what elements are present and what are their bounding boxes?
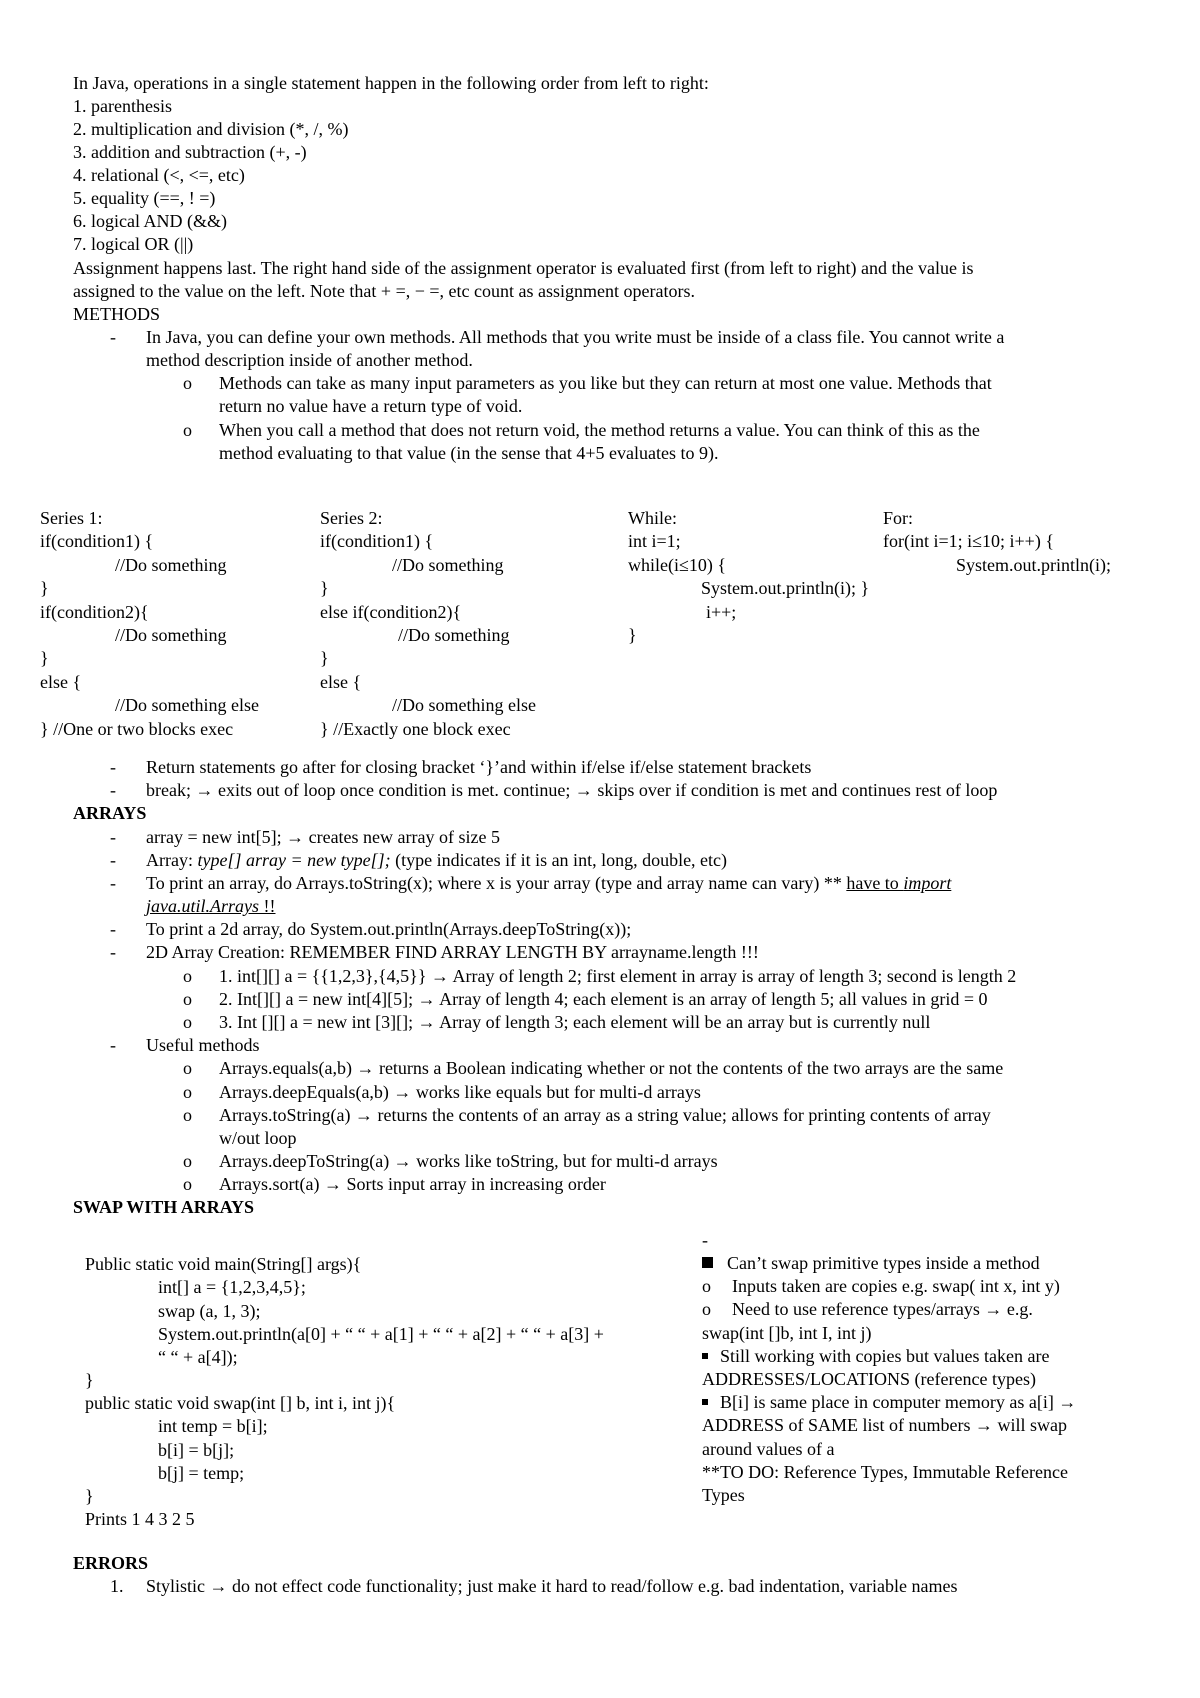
bullet-circle: o bbox=[183, 1058, 192, 1078]
code-series2 bbox=[320, 507, 536, 741]
code-for bbox=[883, 507, 1111, 577]
bullet-circle: o bbox=[183, 420, 192, 440]
code-line: } //One or two blocks exec bbox=[40, 718, 234, 739]
code-line: while(i≤10) { bbox=[628, 554, 726, 575]
errors-heading: ERRORS bbox=[73, 1553, 149, 1573]
error-item: Stylistic → do not effect code functionality; just make it hard to read/follow e.g. bad indentation, variable names bbox=[146, 1576, 958, 1596]
arrays-subtext: Arrays.deepToString(a) → works like toString, but for multi-d arrays bbox=[219, 1151, 718, 1171]
swap-note: **TO DO: Reference Types, Immutable Reference bbox=[702, 1462, 1068, 1482]
swap-note: around values of a bbox=[702, 1439, 835, 1459]
code-line: Series 1: bbox=[40, 508, 103, 528]
precedence-item: 6. logical AND (&&) bbox=[73, 211, 227, 231]
swap-note bbox=[702, 1345, 1049, 1368]
circle-bullet-icon: o bbox=[702, 1276, 711, 1296]
text-span: (type indicates if it is an int, long, double, etc) bbox=[390, 850, 728, 870]
code-line: “ “ + a[4]); bbox=[158, 1347, 238, 1367]
bullet-circle: o bbox=[183, 1012, 192, 1032]
text-span: Array: bbox=[146, 850, 198, 870]
arrays-subtext: Arrays.deepEquals(a,b) → works like equals but for multi-d arrays bbox=[219, 1082, 701, 1102]
text-span: java.util.Arrays bbox=[146, 896, 259, 916]
code-line: int i=1; bbox=[628, 531, 681, 552]
precedence-item: 3. addition and subtraction (+, -) bbox=[73, 142, 307, 162]
swap-note bbox=[702, 1275, 1060, 1298]
arrays-subtext: 1. int[][] a = {{1,2,3},{4,5}} → Array of length 2; first element in array is array of length 3; second is length 2 bbox=[219, 966, 1017, 986]
code-line: //Do something else bbox=[392, 695, 536, 716]
code-line: } bbox=[40, 578, 49, 599]
code-line: } //Exactly one block exec bbox=[320, 718, 511, 739]
text-span: Need to use reference types/arrays → e.g. bbox=[732, 1299, 1033, 1319]
methods-text: method description inside of another method. bbox=[146, 350, 473, 370]
text-span: type[] array = new type[]; bbox=[197, 850, 391, 870]
code-line: } bbox=[85, 1370, 94, 1390]
code-line: While: bbox=[628, 508, 677, 528]
code-line: Prints 1 4 3 2 5 bbox=[85, 1509, 195, 1529]
bullet-dash: - bbox=[110, 780, 116, 800]
code-line: swap (a, 1, 3); bbox=[158, 1301, 261, 1321]
flow-note: Return statements go after for closing bracket ‘}’and within if/else if/else statement brackets bbox=[146, 757, 812, 777]
code-line: //Do something bbox=[398, 624, 510, 645]
bullet-dash: - bbox=[110, 873, 116, 893]
notes-dash: - bbox=[702, 1230, 708, 1250]
arrays-subtext: Arrays.toString(a) → returns the contents of an array as a string value; allows for printing contents of array bbox=[219, 1105, 991, 1125]
code-line: } bbox=[40, 648, 49, 669]
code-line: //Do something else bbox=[115, 695, 259, 716]
code-while bbox=[628, 507, 869, 647]
assignment-text: assigned to the value on the left. Note that + =, − =, etc count as assignment operators. bbox=[73, 281, 695, 301]
bullet-dash: - bbox=[110, 757, 116, 777]
precedence-item: 7. logical OR (||) bbox=[73, 234, 194, 254]
text-span: Can’t swap primitive types inside a method bbox=[727, 1253, 1040, 1273]
assignment-text: Assignment happens last. The right hand side of the assignment operator is evaluated first (from left to right) and the value is bbox=[73, 258, 974, 278]
text-span: import bbox=[903, 873, 952, 893]
text-span: have to bbox=[846, 873, 904, 893]
code-line: //Do something bbox=[115, 624, 227, 645]
code-series1 bbox=[40, 507, 259, 741]
code-line: else { bbox=[320, 671, 362, 692]
code-line: } bbox=[320, 648, 329, 669]
code-line: System.out.println(i); bbox=[956, 554, 1111, 575]
arrays-text bbox=[146, 872, 951, 895]
arrays-text: Useful methods bbox=[146, 1035, 260, 1055]
bullet-dash: - bbox=[110, 850, 116, 870]
code-line: } bbox=[628, 624, 637, 645]
code-line: Public static void main(String[] args){ bbox=[85, 1254, 362, 1274]
swap-note bbox=[702, 1391, 1076, 1414]
bullet-dash: - bbox=[110, 942, 116, 962]
code-line: For: bbox=[883, 508, 914, 528]
bullet-dash: - bbox=[110, 1035, 116, 1055]
bullet-dash: - bbox=[110, 919, 116, 939]
methods-heading: METHODS bbox=[73, 304, 161, 324]
code-line: //Do something bbox=[115, 554, 227, 575]
circle-bullet-icon: o bbox=[702, 1299, 711, 1319]
text-span: !! bbox=[259, 896, 276, 916]
precedence-item: 1. parenthesis bbox=[73, 96, 172, 116]
bullet-dash: - bbox=[110, 327, 116, 347]
bullet-dash: - bbox=[110, 827, 116, 847]
text-span: B[i] is same place in computer memory as a[i] → bbox=[720, 1392, 1077, 1412]
error-number: 1. bbox=[110, 1576, 124, 1596]
arrays-text bbox=[146, 849, 727, 872]
text-span: Still working with copies but values taken are bbox=[720, 1346, 1050, 1366]
code-line: b[j] = temp; bbox=[158, 1463, 245, 1483]
arrays-subtext: 3. Int [][] a = new int [3][]; → Array of length 3; each element will be an array but is currently null bbox=[219, 1012, 931, 1032]
methods-text: In Java, you can define your own methods. All methods that you write must be inside of a class file. You cannot write a bbox=[146, 327, 1005, 347]
bullet-circle: o bbox=[183, 1082, 192, 1102]
arrays-text bbox=[146, 895, 276, 918]
intro-text: In Java, operations in a single statement happen in the following order from left to right: bbox=[73, 73, 709, 93]
arrays-text: 2D Array Creation: REMEMBER FIND ARRAY LENGTH BY arrayname.length !!! bbox=[146, 942, 759, 962]
swap-note: Types bbox=[702, 1485, 745, 1505]
code-line: for(int i=1; i≤10; i++) { bbox=[883, 531, 1054, 552]
bullet-circle: o bbox=[183, 966, 192, 986]
arrays-text: array = new int[5]; → creates new array of size 5 bbox=[146, 827, 500, 847]
arrays-text: To print a 2d array, do System.out.println(Arrays.deepToString(x)); bbox=[146, 919, 632, 939]
code-line: } bbox=[320, 578, 329, 599]
methods-subtext: return no value have a return type of void. bbox=[219, 396, 523, 416]
arrays-subtext: w/out loop bbox=[219, 1128, 297, 1148]
swap-note: ADDRESSES/LOCATIONS (reference types) bbox=[702, 1369, 1036, 1389]
swap-note bbox=[702, 1252, 1040, 1275]
arrays-subtext: Arrays.equals(a,b) → returns a Boolean indicating whether or not the contents of the two arrays are the same bbox=[219, 1058, 1004, 1078]
small-square-bullet-icon bbox=[702, 1353, 708, 1359]
code-line: } bbox=[85, 1486, 94, 1506]
swap-note: ADDRESS of SAME list of numbers → will swap bbox=[702, 1415, 1068, 1435]
methods-subtext: method evaluating to that value (in the sense that 4+5 evaluates to 9). bbox=[219, 443, 719, 463]
code-line: System.out.println(i); } bbox=[701, 578, 870, 599]
code-line: if(condition1) { bbox=[320, 531, 434, 552]
code-line: public static void swap(int [] b, int i, int j){ bbox=[85, 1393, 396, 1413]
code-line: if(condition1) { bbox=[40, 531, 154, 552]
code-line: else { bbox=[40, 671, 82, 692]
code-line: if(condition2){ bbox=[40, 601, 149, 622]
bullet-circle: o bbox=[183, 989, 192, 1009]
text-span: Inputs taken are copies e.g. swap( int x, int y) bbox=[732, 1276, 1060, 1296]
bullet-circle: o bbox=[183, 1105, 192, 1125]
arrays-subtext: 2. Int[][] a = new int[4][5]; → Array of length 4; each element is an array of length 5; all values in grid = 0 bbox=[219, 989, 988, 1009]
bullet-circle: o bbox=[183, 1151, 192, 1171]
code-line: else if(condition2){ bbox=[320, 601, 462, 622]
arrays-subtext: Arrays.sort(a) → Sorts input array in increasing order bbox=[219, 1174, 606, 1194]
precedence-item: 4. relational (<, <=, etc) bbox=[73, 165, 245, 185]
code-line: i++; bbox=[706, 601, 737, 622]
methods-subtext: Methods can take as many input parameters as you like but they can return at most one value. Methods that bbox=[219, 373, 992, 393]
precedence-item: 5. equality (==, ! =) bbox=[73, 188, 216, 208]
small-square-bullet-icon bbox=[702, 1399, 708, 1405]
code-line: int temp = b[i]; bbox=[158, 1416, 268, 1436]
bullet-circle: o bbox=[183, 1174, 192, 1194]
code-line: b[i] = b[j]; bbox=[158, 1440, 235, 1460]
code-line: int[] a = {1,2,3,4,5}; bbox=[158, 1277, 306, 1297]
swap-heading: SWAP WITH ARRAYS bbox=[73, 1197, 255, 1217]
code-line: Series 2: bbox=[320, 508, 383, 528]
methods-subtext: When you call a method that does not return void, the method returns a value. You can think of this as the bbox=[219, 420, 980, 440]
square-bullet-icon bbox=[702, 1257, 713, 1268]
flow-note: break; → exits out of loop once condition is met. continue; → skips over if condition is met and continues rest of loop bbox=[146, 780, 998, 800]
bullet-circle: o bbox=[183, 373, 192, 393]
swap-note: swap(int []b, int I, int j) bbox=[702, 1323, 872, 1343]
text-span: To print an array, do Arrays.toString(x); where x is your array (type and array name can vary) ** bbox=[146, 873, 847, 893]
code-line: //Do something bbox=[392, 554, 504, 575]
precedence-item: 2. multiplication and division (*, /, %) bbox=[73, 119, 349, 139]
swap-note bbox=[702, 1298, 1033, 1321]
code-line: System.out.println(a[0] + “ “ + a[1] + “ “ + a[2] + “ “ + a[3] + bbox=[158, 1324, 604, 1344]
arrays-heading: ARRAYS bbox=[73, 803, 147, 823]
